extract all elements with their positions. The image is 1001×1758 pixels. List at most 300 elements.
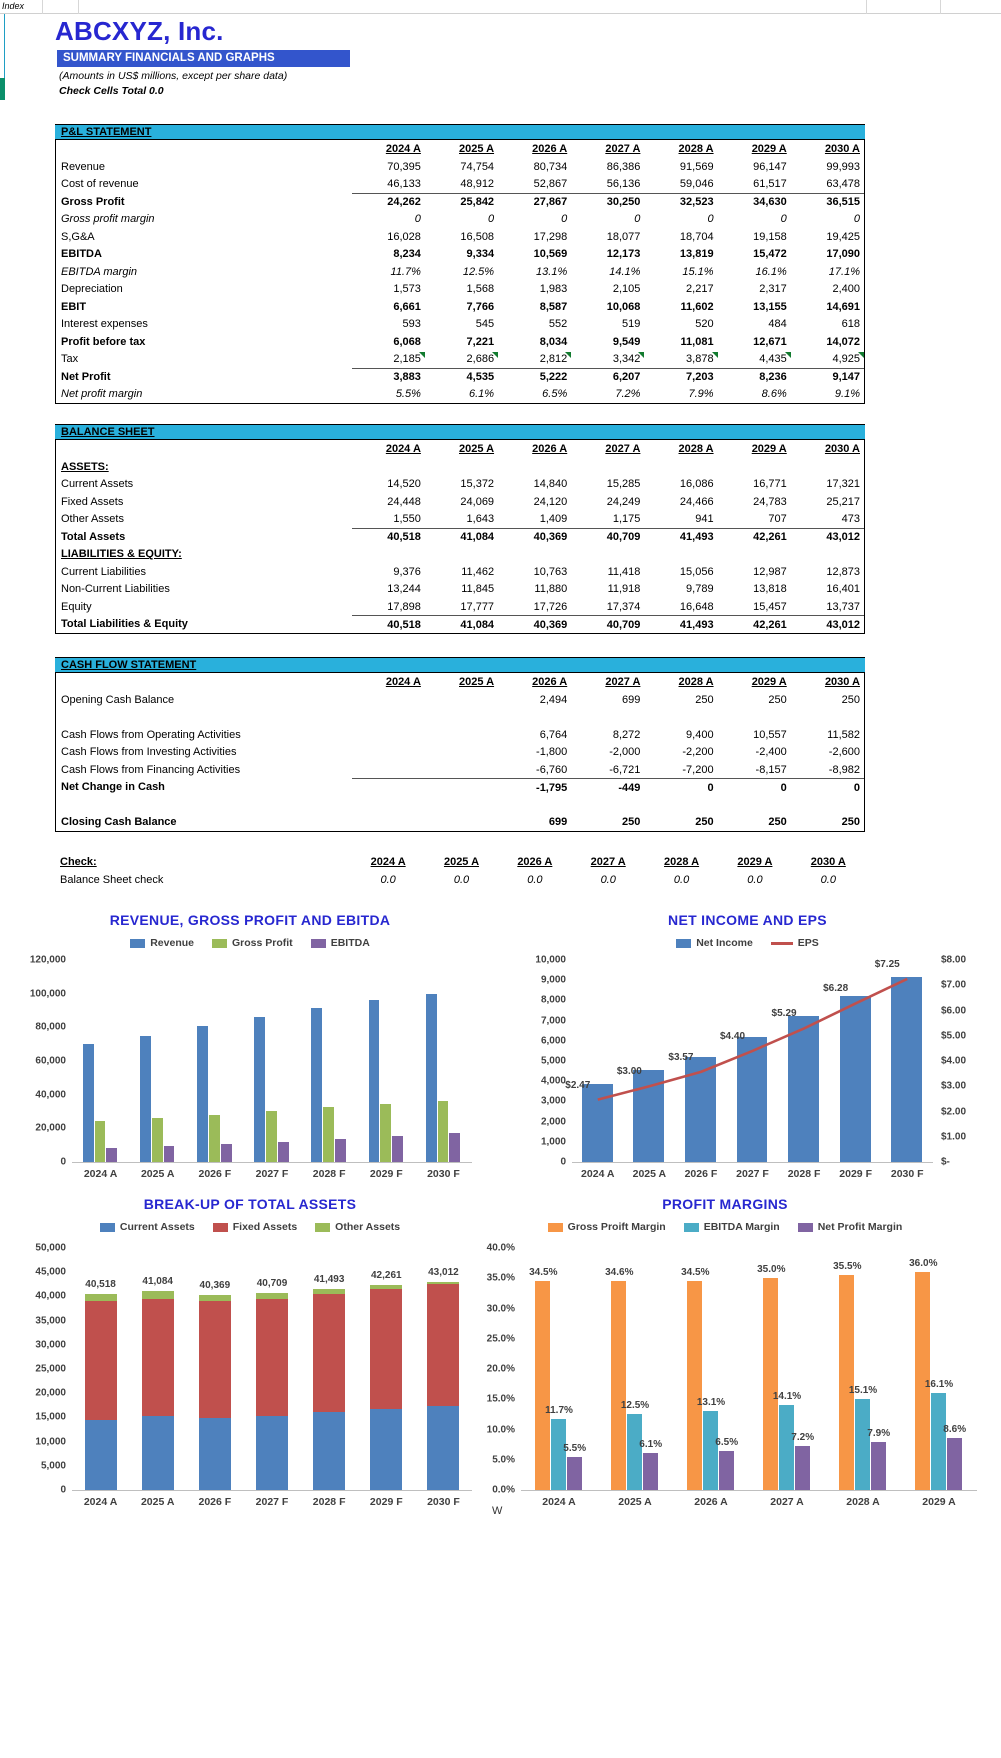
table-cell [791,458,864,476]
stacked-bar-segment [142,1299,174,1415]
y-axis-tick: 4,000 [540,1075,566,1087]
table-cell: 8.6% [761,388,787,401]
table-cell: 4,925 [791,351,864,369]
table-cell: 42,261 [753,531,787,543]
y-axis-tick: 35,000 [35,1315,66,1327]
table-cell: 16,086 [679,478,714,491]
table-row [56,176,864,194]
table-cell: 10,068 [606,300,641,313]
y-axis-tick: 10,000 [535,954,566,966]
y2-axis-tick: $7.00 [941,979,967,991]
table-cell: 6,661 [393,300,421,313]
table-cell: 34,630 [753,196,787,208]
bar [426,994,437,1162]
table-cell: 40,518 [387,531,421,543]
table-cell: 14,840 [533,478,568,491]
table-cell: 6,207 [612,371,641,383]
table-cell: -7,200 [644,761,717,779]
table-row [56,476,864,494]
table-cell: 18,704 [679,230,714,243]
table-cell: 0.0 [380,874,396,886]
table-row [56,193,864,211]
bar [643,1453,658,1490]
stack-total-label: 41,084 [142,1276,173,1288]
x-axis-tick: 2028 F [312,1168,346,1180]
table-cell: 941 [644,511,717,529]
table-cell [498,709,571,727]
y-axis-tick: 30.0% [486,1303,515,1314]
stacked-bar-segment [142,1416,174,1490]
bar [197,1026,208,1162]
chart-breakup-total-assets [10,1196,490,1526]
check-header-row [55,853,865,871]
row-label: S,G&A [61,230,95,243]
table-cell: 0 [414,213,421,226]
table-cell: 41,493 [679,531,714,543]
bar [931,1393,946,1490]
table-row [56,709,864,727]
chart-title: BREAK-UP OF TOTAL ASSETS [143,1196,357,1212]
cash-flow-table [56,673,864,831]
table-cell: 3,883 [393,371,421,383]
legend-label: EPS [797,937,819,949]
year-header: 2030 A [810,856,846,868]
table-cell [718,796,791,814]
table-cell: -1,795 [536,781,568,794]
year-header: 2026 A [532,143,568,155]
x-axis-tick: 2024 A [83,1168,118,1180]
y-axis-tick: 40,000 [35,1290,66,1302]
table-cell: 250 [695,816,714,829]
legend-line-swatch [771,942,793,945]
table-cell: 96,147 [753,160,787,173]
table-cell [425,744,498,762]
pl-statement-block [55,124,865,404]
bar [106,1148,117,1162]
table-cell: 11.7% [390,265,421,278]
balance-sheet-block [55,424,865,634]
table-cell: 17,090 [826,248,860,261]
year-header: 2028 A [678,443,714,455]
row-label: Total Assets [61,530,126,543]
y-axis-tick: 10.0% [486,1424,515,1435]
bar [140,1036,151,1162]
stack-total-label: 42,261 [370,1270,402,1282]
summary-band-title: SUMMARY FINANCIALS AND GRAPHS [57,50,350,67]
table-cell: 74,754 [460,160,495,173]
table-cell: 27,867 [533,196,568,208]
check-block [55,853,865,889]
bar [855,1399,870,1490]
table-cell [352,744,425,762]
bar [567,1457,582,1490]
x-axis-tick: 2026 F [198,1168,232,1180]
table-cell: 9,789 [686,583,714,596]
y-axis-tick: 80,000 [35,1021,66,1033]
balance-sheet-table [56,440,864,633]
table-cell: 80,734 [533,160,568,173]
legend-label: Current Assets [119,1221,195,1233]
table-cell: -2,600 [828,746,860,759]
table-cell: 11,918 [607,583,641,596]
year-header-row [56,140,864,158]
stacked-bar-segment [370,1285,402,1288]
year-header: 2026 A [532,676,568,688]
y-axis-tick: 50,000 [35,1242,66,1254]
table-cell: 2,317 [759,283,787,296]
table-cell [791,796,864,814]
table-cell: 17,898 [352,598,425,616]
table-cell: 2,686 [425,351,498,369]
table-cell [425,779,498,797]
bar [449,1133,460,1162]
table-cell: 1,573 [393,283,421,296]
table-cell: 14.1% [609,265,641,278]
bar [152,1118,163,1162]
y-axis-tick: 30,000 [35,1339,66,1351]
axis-line [572,1162,933,1163]
table-cell: 8,034 [539,335,568,348]
row-label: Gross profit margin [61,213,155,226]
bar [947,1438,962,1490]
table-cell: 13,244 [387,583,421,596]
table-cell: 11,602 [680,300,714,313]
table-cell: 30,250 [606,196,641,208]
bar [335,1139,346,1162]
pl-statement-header: P&L STATEMENT [55,124,865,140]
table-cell [571,546,644,564]
table-cell: 699 [548,816,568,829]
table-cell: 707 [718,511,791,529]
table-cell: 25,842 [460,196,495,208]
table-row [56,281,864,299]
eps-data-label: $5.29 [771,1008,797,1020]
y2-axis-tick: $1.00 [941,1131,967,1143]
x-axis-tick: 2024 A [581,1168,615,1180]
bar-data-label: 34.6% [605,1266,634,1278]
bar [703,1411,718,1490]
table-cell: 7,221 [466,335,495,348]
table-cell: 9,400 [686,728,714,741]
table-cell: 0 [634,213,641,226]
bar-data-label: 35.0% [757,1264,786,1276]
bar-data-label: 14.1% [772,1390,802,1402]
row-label: Balance Sheet check [60,874,164,886]
table-cell: 593 [402,318,421,331]
table-row [56,351,864,369]
bar-data-label: 5.5% [563,1442,587,1454]
y-axis-tick: 35.0% [486,1272,515,1284]
table-cell [571,709,644,727]
stacked-bar-segment [199,1295,231,1302]
legend-swatch [213,1223,228,1232]
row-label: EBITDA margin [61,265,138,278]
table-cell: 24,448 [387,495,421,508]
table-cell: -449 [618,781,641,794]
row-label: Cost of revenue [61,178,139,191]
table-cell: 19,158 [753,230,787,243]
legend-swatch [100,1223,115,1232]
table-cell: 3,342 [571,351,644,369]
bar [627,1414,642,1490]
table-cell: -2,400 [755,746,787,759]
year-header: 2027 A [605,443,641,455]
table-cell [644,709,717,727]
y-axis-tick: 1,000 [540,1136,566,1148]
table-cell: -6,760 [498,761,571,779]
y-axis-tick: 20,000 [35,1387,66,1399]
table-row [56,761,864,779]
check-cells-note: Check Cells Total 0.0 [59,85,164,97]
x-axis-tick: 2024 A [83,1496,118,1508]
axis-line [72,1162,472,1163]
table-cell: -2,200 [682,746,714,759]
table-cell [425,796,498,814]
row-label: Cash Flows from Operating Activities [61,728,241,741]
table-cell: -1,800 [536,746,568,759]
table-cell [352,814,425,832]
table-cell: 1,175 [571,511,644,529]
chart-legend [500,937,995,949]
y-axis-tick: 3,000 [540,1095,566,1107]
bar [254,1017,265,1162]
y-axis-tick: 5,000 [540,1055,566,1067]
x-axis-tick: 2026 F [198,1496,232,1508]
table-cell [425,458,498,476]
legend-label: Gross Profit [232,937,293,949]
x-axis-tick: 2025 A [618,1496,652,1508]
table-cell: 0 [853,213,860,226]
stacked-bar-segment [313,1289,345,1294]
balance-sheet-header: BALANCE SHEET [55,424,865,440]
legend-swatch [798,1223,813,1232]
legend-label: Revenue [150,937,194,949]
plot-area [455,1242,995,1526]
table-cell: 15,056 [679,565,714,578]
table-cell: 41,493 [679,618,714,631]
table-cell: 70,395 [387,160,421,173]
spreadsheet-index-bar [0,0,1001,14]
table-cell [498,458,571,476]
eps-data-label: $6.28 [823,983,849,995]
column-divider [78,0,79,14]
row-label: Depreciation [61,283,123,296]
table-row [56,333,864,351]
cash-flow-block [55,657,865,832]
table-cell: 13,819 [679,248,714,261]
table-cell [425,761,498,779]
table-cell: 46,133 [352,176,425,194]
column-divider [940,0,941,14]
bar [209,1115,220,1162]
table-cell [718,709,791,727]
table-cell: 41,084 [460,618,495,631]
row-label: Net Change in Cash [61,781,165,794]
table-cell: 25,217 [826,495,860,508]
table-cell [718,546,791,564]
index-label: Index [2,1,25,11]
table-cell: 7,203 [686,371,714,383]
table-row [56,528,864,546]
stacked-bar-segment [199,1418,231,1490]
legend-swatch [684,1223,699,1232]
bar [83,1044,94,1162]
bar-data-label: 36.0% [909,1258,938,1270]
legend-item [311,937,370,949]
table-cell: 14,072 [826,335,860,348]
table-cell: 6.1% [468,388,495,401]
table-cell: 8,587 [539,300,568,313]
chart-legend [455,1221,995,1233]
row-label: Interest expenses [61,318,148,331]
table-cell: 5.5% [395,388,421,401]
table-cell: 0 [853,781,860,794]
table-cell: 40,369 [533,531,568,543]
year-header: 2026 A [532,443,568,455]
y-axis-tick: 45,000 [35,1266,66,1278]
chart-revenue-gross-profit-ebitda [10,912,490,1192]
table-cell [352,691,425,709]
legend-label: EBITDA Margin [703,1221,780,1233]
table-cell: 43,012 [826,531,860,543]
table-cell: 520 [695,318,714,331]
table-cell: 545 [475,318,495,331]
table-row [56,744,864,762]
x-axis-tick: 2028 A [846,1496,880,1508]
table-cell: 59,046 [644,176,717,194]
table-cell: 42,261 [753,618,787,631]
row-label: Net profit margin [61,388,143,401]
table-cell: 0.0 [527,874,543,886]
year-header: 2024 A [370,856,406,868]
year-header: 2030 A [824,676,860,688]
bar-data-label: 8.6% [943,1423,967,1435]
x-axis-tick: 2029 F [369,1168,403,1180]
x-axis-tick: 2027 F [255,1496,289,1508]
row-label: Gross Profit [61,195,125,208]
legend-item [798,1221,903,1233]
green-marker [0,78,5,100]
table-row [56,298,864,316]
bar [795,1446,810,1490]
row-label [56,709,352,727]
table-cell: 14,520 [387,478,421,491]
table-cell [498,546,571,564]
y-axis-tick: 25.0% [486,1333,515,1345]
row-label: Total Liabilities & Equity [61,618,188,631]
table-cell: 99,993 [826,160,860,173]
table-row [56,263,864,281]
legend-item [771,937,819,949]
legend-swatch [212,939,227,948]
year-header-row [56,673,864,691]
table-cell: 2,400 [832,283,860,296]
plot-area [10,954,490,1192]
x-axis-tick: 2025 A [632,1168,667,1180]
table-cell [425,709,498,727]
chart-net-income-eps [500,912,995,1192]
legend-label: Net Profit Margin [817,1221,903,1233]
x-axis-tick: 2030 F [427,1496,460,1508]
table-cell: 1,983 [539,283,568,296]
bar [763,1278,778,1490]
bar-data-label: 6.5% [715,1436,739,1448]
legend-item [315,1221,400,1233]
table-cell: 2,185 [352,351,425,369]
table-cell: -6,721 [571,761,644,779]
row-label: Cash Flows from Investing Activities [61,746,237,759]
table-cell: 13.1% [536,265,568,278]
row-label: Non-Current Liabilities [61,583,170,596]
y-axis-tick: 20.0% [486,1363,515,1375]
table-cell: 43,012 [826,618,860,631]
table-cell: 250 [768,816,787,829]
stack-total-label: 40,709 [256,1277,288,1289]
bar [438,1101,449,1162]
table-cell: 13,737 [791,598,864,616]
table-cell: 0.0 [673,874,690,886]
y-axis-tick: 60,000 [35,1055,66,1067]
table-row [56,228,864,246]
y-axis-tick: 8,000 [540,994,566,1006]
y-axis-tick: 40.0% [486,1242,515,1254]
year-header: 2029 A [751,143,787,155]
stacked-bar-segment [85,1301,117,1419]
table-cell: 11,418 [607,565,641,578]
table-cell: 17,726 [498,598,571,616]
table-cell: 10,569 [533,248,568,261]
stacked-bar-segment [370,1409,402,1490]
table-cell: 0.0 [820,874,836,886]
table-cell: -8,157 [718,761,791,779]
bar [323,1107,334,1162]
table-cell: 12,873 [826,565,860,578]
table-cell: 16,028 [387,230,421,243]
legend-label: Other Assets [335,1221,401,1233]
year-header: 2028 A [664,856,700,868]
bar [839,1275,854,1490]
column-divider [42,0,43,14]
year-header: 2024 A [385,676,421,688]
row-label: Closing Cash Balance [61,816,177,829]
table-cell: 2,217 [686,283,714,296]
table-cell: 1,568 [466,283,495,296]
table-cell: 0.0 [453,874,470,886]
plot-area [10,1242,490,1526]
table-cell: 250 [622,816,641,829]
year-header: 2027 A [605,143,641,155]
y-axis-tick: 6,000 [540,1035,566,1047]
watermark: W [492,1505,503,1517]
bar [266,1111,277,1162]
table-cell: 8,234 [393,248,421,261]
year-header: 2029 A [737,856,773,868]
table-cell: 24,249 [606,495,641,508]
table-cell: -8,982 [791,761,864,779]
pl-statement-table [56,140,864,403]
chart-profit-margins [455,1196,995,1526]
bar-data-label: 7.9% [867,1428,891,1440]
y-axis-tick: 120,000 [29,954,66,966]
eps-line-series [500,960,995,1162]
table-cell [644,458,717,476]
table-cell: 40,369 [533,618,568,631]
x-axis-tick: 2026 F [684,1168,718,1180]
x-axis-tick: 2027 A [770,1496,804,1508]
stacked-bar-segment [85,1294,117,1302]
table-cell [571,796,644,814]
axis-line [72,1490,472,1491]
